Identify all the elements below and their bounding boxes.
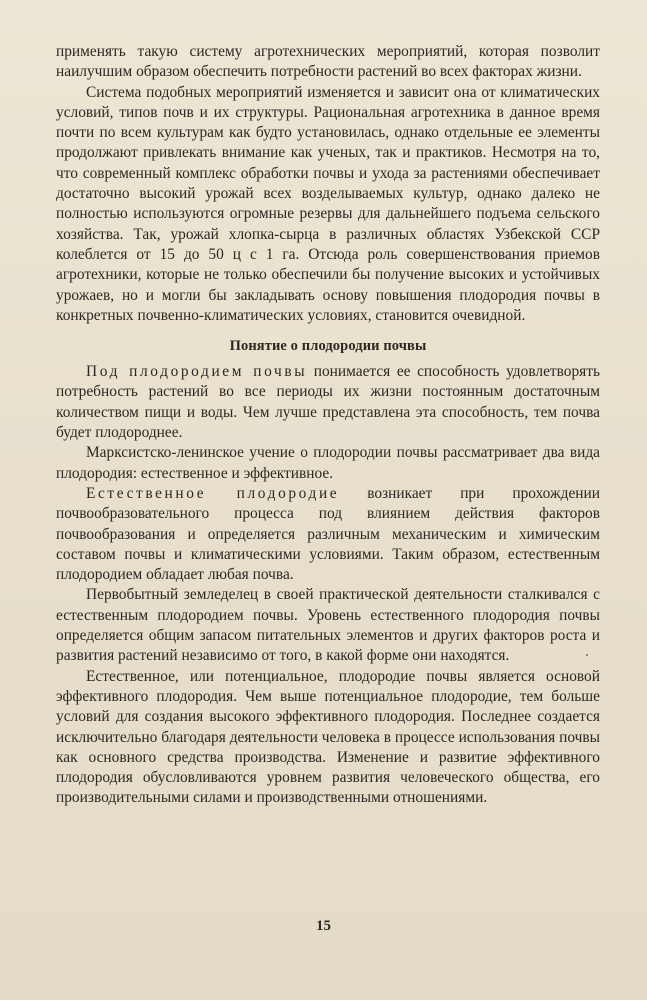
page-number: 15 bbox=[316, 918, 331, 934]
paragraph-primitive-farmer: Первобытный земледелец в своей практической деятельности сталкивался с естественным плодородием почвы. Уровень естественного плодородия почвы определяется общим запасом питательных элементов и других факторов роста и развития растений независимо от того, в какой форме они находятся. bbox=[56, 586, 600, 665]
paragraph-natural-fertility-text: возникает при прохождении почвообразовательного процесса под влиянием действия факторов почвообразования и определяется различным механическим и химическим составом почвы и климатическими условиями. Таким образом, естественным плодородием обладает любая почва. bbox=[56, 484, 600, 584]
paragraph-agrotechnics: Система подобных мероприятий изменяется и зависит она от климатических условий, типов почв и их структуры. Рациональная агротехника в данное время почти по всем культурам как будто установилась, однако отдельные ее элементы продолжают привлекать внимание как ученых, так и практиков. Несмотря на то, что современный комплекс обработки почвы и ухода за растениями обеспечивает достаточно высокий урожай всех возделываемых культур, однако далеко не полностью используются огромные резервы для дальнейшего подъема сельского хозяйства. Так, урожай хлопка-сырца в различных областях Узбекской ССР колеблется от 15 до 50 ц с 1 га. Отсюда роль совершенствования приемов агротехники, которые не только обеспечили бы получение высоких и устойчивых урожаев, но и могли бы закладывать основу повышения плодородия почвы в конкретных почвенно-климатических условиях, становится очевидной. bbox=[56, 83, 600, 324]
paragraph-fertility-definition bbox=[56, 362, 600, 443]
spaced-term-fertility: Под плодородием почвы bbox=[86, 363, 308, 381]
paragraph-marxist-teaching: Марксистско-ленинское учение о плодородии почвы рассматривает два вида плодородия: естественное и эффективное. bbox=[56, 444, 600, 482]
paragraph-continuation: применять такую систему агротехнических мероприятий, которая позволит наилучшим образом обеспечить потребности растений во всех факторах жизни. bbox=[56, 43, 600, 81]
print-speck bbox=[586, 654, 588, 656]
page-text bbox=[56, 42, 600, 809]
section-heading: Понятие о плодородии почвы bbox=[229, 338, 427, 355]
paragraph-natural-fertility bbox=[56, 484, 600, 585]
paragraph-potential-fertility: Естественное, или потенциальное, плодородие почвы является основой эффективного плодородия. Чем выше потенциальное плодородие, тем больше условий для создания высокого эффективного плодородия. Последнее создается исключительно благодаря деятельности человека в процессе использования почвы как основного средства производства. Изменение и развитие эффективного плодородия обусловливаются уровнем развития человеческого общества, его производительными силами и производственными отношениями. bbox=[56, 667, 600, 807]
paragraph-fertility-definition-text: понимается ее способность удовлетворять потребность растений во все периоды их жизни постоянным достаточным количеством пищи и воды. Чем лучше представлена эта способность, тем почва будет плодороднее. bbox=[56, 363, 600, 442]
spaced-term-natural-fertility: Естественное плодородие bbox=[86, 484, 340, 502]
